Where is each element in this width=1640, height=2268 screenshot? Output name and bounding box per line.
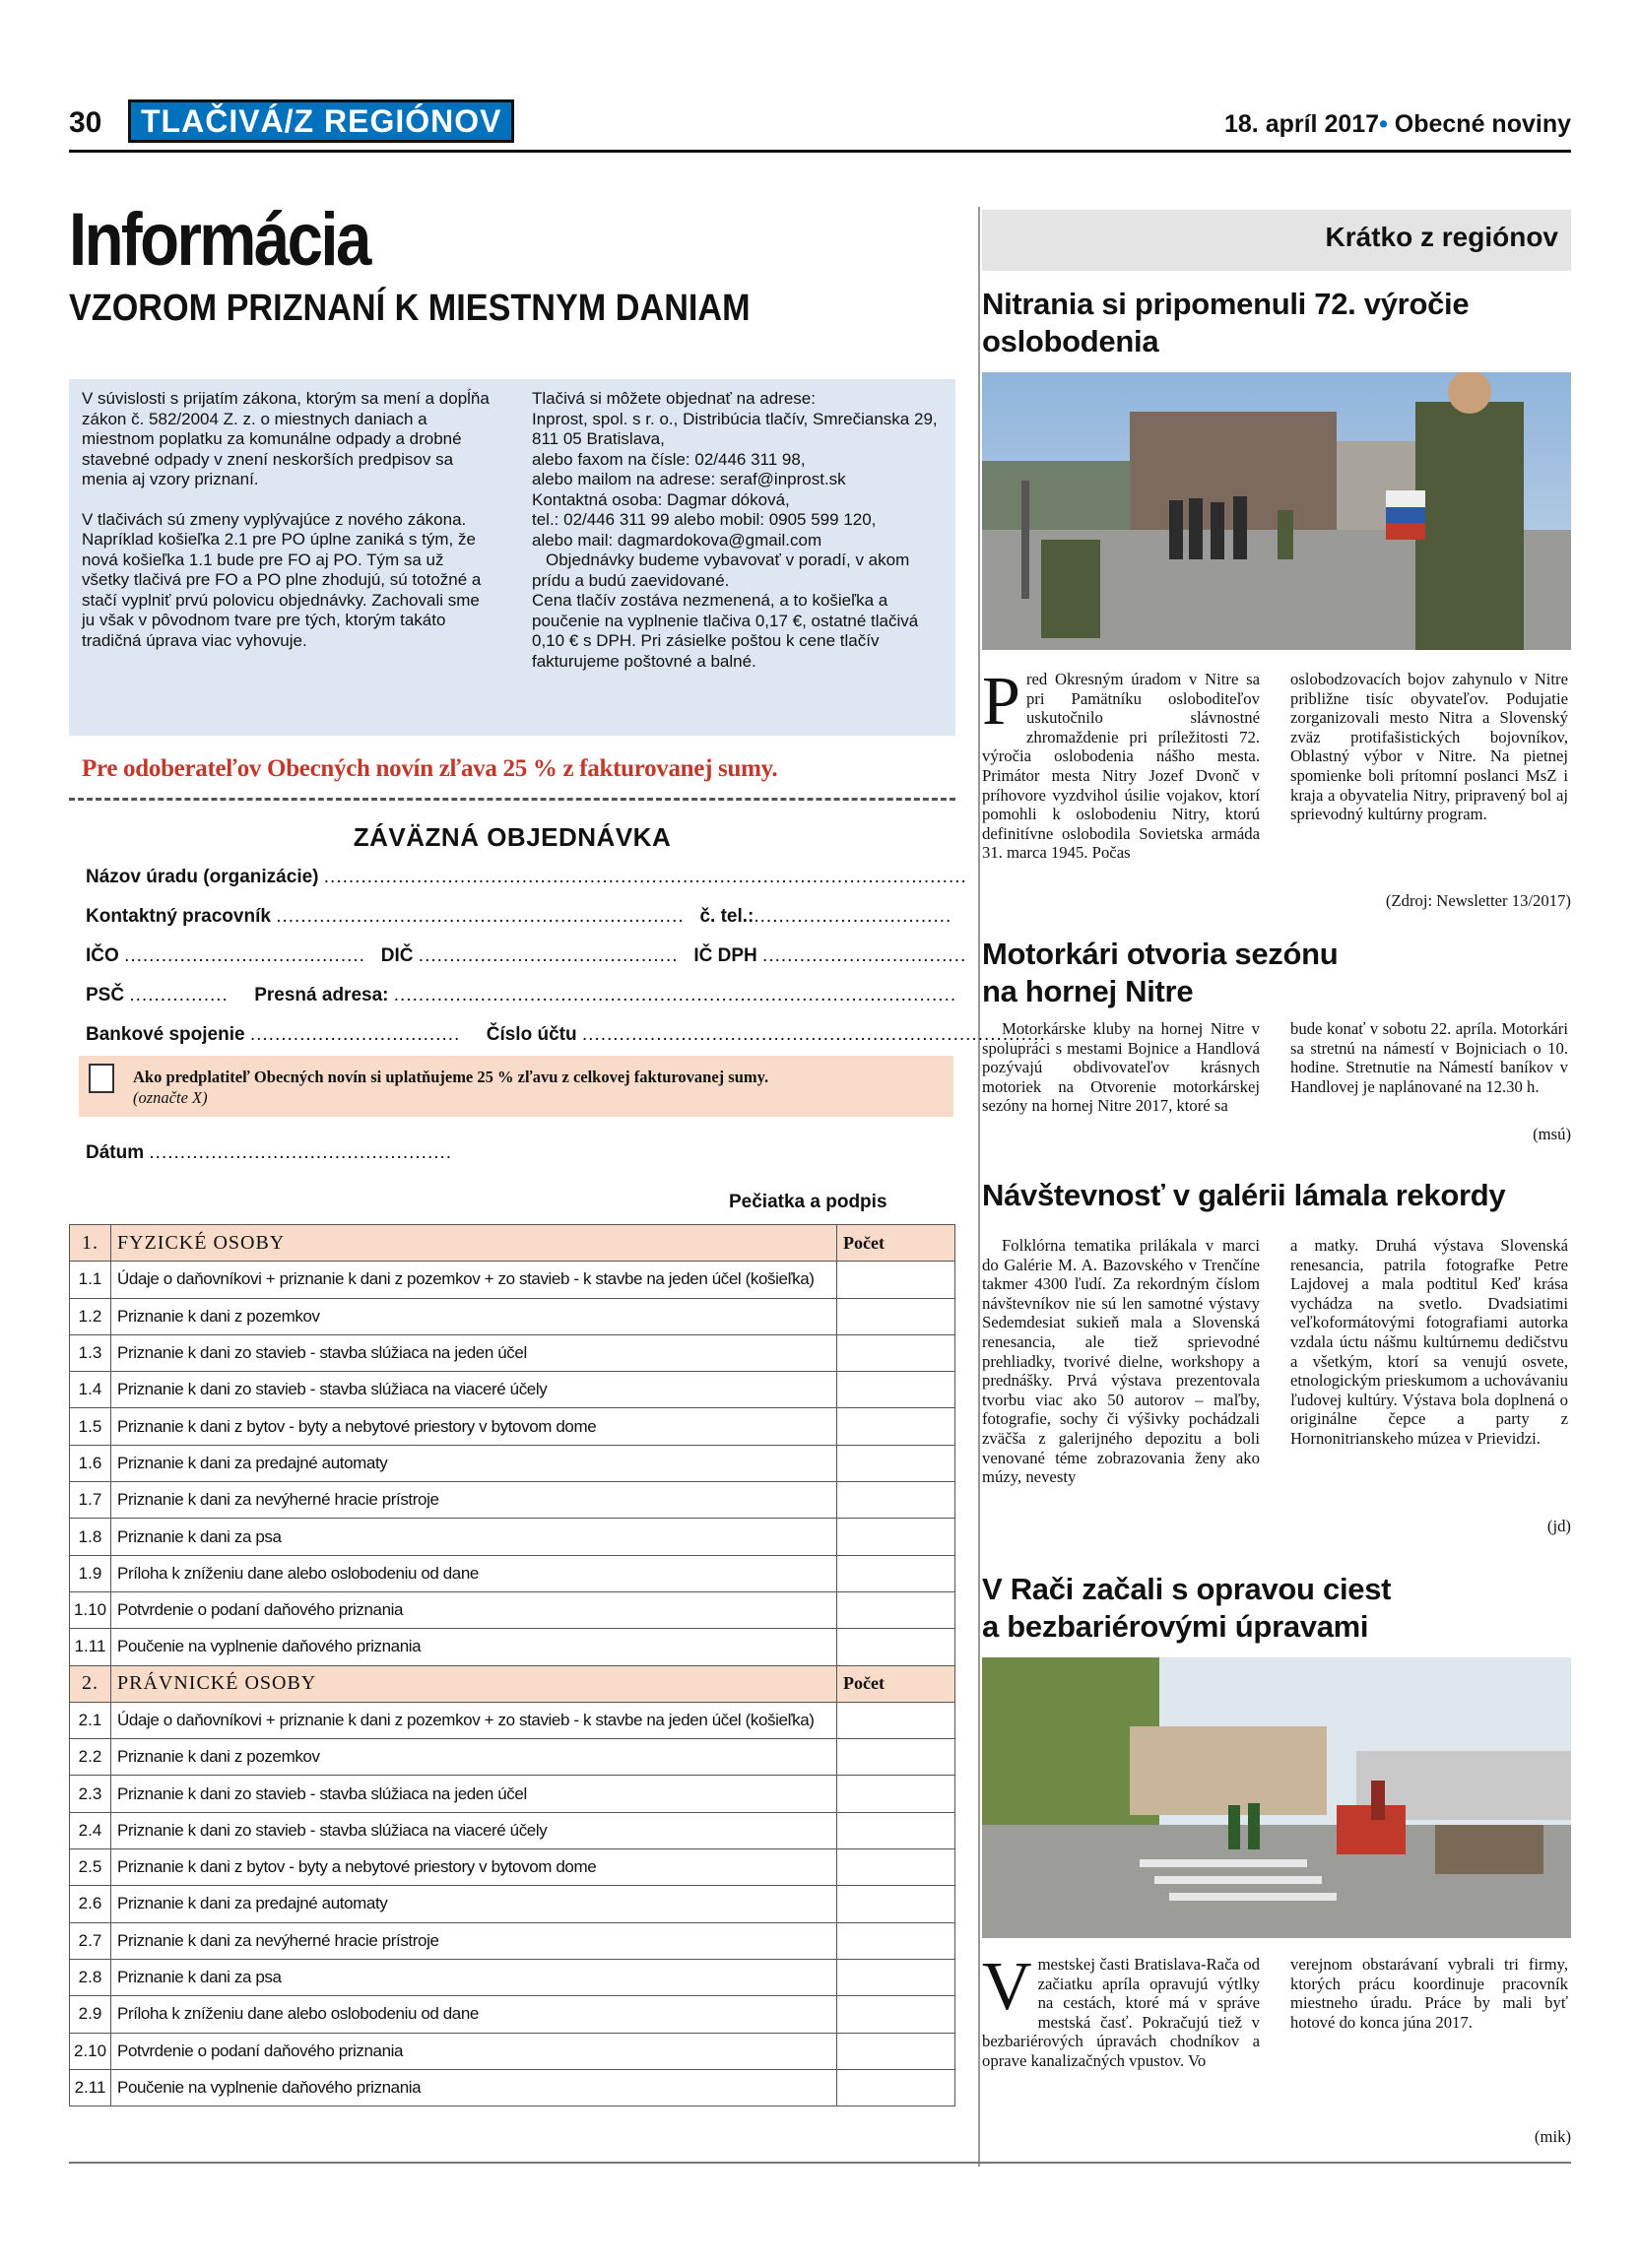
table-row [70,1702,955,1738]
story4-col2: verejnom obstarávaní vybrali tri firmy, ktorých prácu koordinuje pracovník miestneho úradu. Práce by mali byť hotové do konca júna 2017. [1290,1955,1568,2032]
form-name: Priznanie k dani zo stavieb - stavba slúžiaca na jeden účel [111,1334,837,1371]
account-label: Číslo účtu [486,1024,577,1045]
form-name: Príloha k zníženiu dane alebo oslobodeniu od dane [111,1555,837,1591]
story4-photo [982,1657,1571,1938]
table-section-header [70,1665,955,1702]
count-input-cell[interactable] [837,1886,955,1922]
header-rule [69,150,1571,153]
form-name: Poučenie na vyplnenie daňového priznania [111,1629,837,1665]
table-row [70,1372,955,1408]
bank-field[interactable] [86,1024,1046,1046]
form-id: 1.8 [70,1519,111,1555]
ico-label: IČO [86,945,119,966]
contact-email: alebo mail: dagmardokova@gmail.com [532,530,822,550]
count-input-cell[interactable] [837,1776,955,1812]
address-field[interactable] [86,985,956,1006]
count-input-cell[interactable] [837,1629,955,1665]
form-id: 1.4 [70,1372,111,1408]
psc-dots: ................ [129,985,229,1005]
article-subtitle: VZOROM PRIZNANÍ K MIESTNYM DANIAM [69,288,751,329]
phone-label: č. tel.: [699,906,754,927]
account-dots: ........................................................................... [581,1024,1046,1045]
count-input-cell[interactable] [837,1996,955,2033]
price-info: Cena tlačív zostáva nezmenená, a to košieľka a poučenie na vyplnenie tlačiva 0,17 €, ostatné tlačivá 0,10 € s DPH. Pri zásielke poštou k cene tlačív fakturujeme poštovné a balné. [532,591,919,671]
table-row [70,1629,955,1665]
section-title: FYZICKÉ OSOBY [111,1225,837,1262]
story2-headline-line2: na hornej Nitre [982,974,1194,1008]
table-row [70,1591,955,1628]
checkbox-hint: (označte X) [133,1088,208,1107]
count-header: Počet [837,1665,955,1702]
form-id: 2.6 [70,1886,111,1922]
cut-line [69,798,955,801]
count-input-cell[interactable] [837,1591,955,1628]
story4-headline-line2: a bezbariérovými úpravami [982,1609,1369,1644]
count-header: Počet [837,1225,955,1262]
story2-col1: Motorkárske kluby na hornej Nitre v spolupráci s mestami Bojnice a Handlová pozývajú obdivovateľov krásnych motoriek na Otvorenie motorkárskej sezóny na hornej Nitre 2017, ktoré sa [982,1019,1260,1116]
phone-dots: ................................ [754,906,952,927]
table-row [70,1776,955,1812]
form-name: Poučenie na vyplnenie daňového priznania [111,2069,837,2106]
count-input-cell[interactable] [837,1334,955,1371]
form-id: 2.7 [70,1922,111,1959]
contact-dots: .................................................................. [276,906,685,927]
story2-col2: bude konať v sobotu 22. apríla. Motorkári sa stretnú na námestí v Bojniciach o 10. hodine. Stretnutie na Námestí baníkov v Handlovej je naplánované na 12.30 h. [1290,1019,1568,1096]
order-email: alebo mailom na adrese: seraf@inprost.sk [532,470,846,488]
order-address: Inprost, spol. s r. o., Distribúcia tlačív, Smrečianska 29, 811 05 Bratislava, [532,409,938,448]
form-id: 1.3 [70,1334,111,1371]
form-name: Priznanie k dani za nevýherné hracie prístroje [111,1482,837,1519]
dic-dots: .......................................... [418,945,679,966]
form-id: 1.7 [70,1482,111,1519]
form-id: 2.10 [70,2033,111,2069]
form-name: Priznanie k dani zo stavieb - stavba slúžiaca na jeden účel [111,1776,837,1812]
ico-dots: ....................................... [124,945,365,966]
form-name: Priznanie k dani z bytov - byty a nebytové priestory v bytovom dome [111,1849,837,1886]
address-label: Presná adresa: [254,985,389,1005]
count-input-cell[interactable] [837,1298,955,1334]
form-id: 1.6 [70,1445,111,1481]
story2-headline-line1: Motorkári otvoria sezónu [982,937,1339,971]
organization-dots: ........................................................................................................ [323,867,967,887]
forms-order-table [69,1224,955,2106]
form-name: Príloha k zníženiu dane alebo oslobodeniu od dane [111,1996,837,2033]
story4-dropcap: V [982,1949,1032,2025]
form-id: 1.1 [70,1262,111,1298]
info-right-column [532,389,946,672]
info-left-column [82,389,495,671]
story2-headline [982,936,1338,1010]
count-input-cell[interactable] [837,1519,955,1555]
contact-label: Kontaktný pracovník [86,906,271,927]
discount-note: Pre odoberateľov Obecných novín zľava 25 % z fakturovanej sumy. [82,755,778,782]
story3-col2: a matky. Druhá výstava Slovenská renesancia, patrila fotografke Petre Lajdovej a mala podtitul Keď krása vychádza na svetlo. Dvadsiatimi veľkoformátovými fotografiami autorka vzdala úctu nášmu kultúrnemu dedičstvu a všetkým, ktorí sa venujú osvete, etnologickým prieskumom a uchovávaniu ľudovej kultúry. Výstava bola doplnená o originálne čepce a party z Hornonitrianskeho múzea v Prievidzi. [1290,1236,1568,1448]
icdph-dots: ................................. [762,945,967,966]
table-row [70,1996,955,2033]
form-id: 1.5 [70,1408,111,1445]
story1-photo [982,372,1571,650]
form-name: Priznanie k dani z pozemkov [111,1298,837,1334]
count-input-cell[interactable] [837,1482,955,1519]
separator-dot: • [1379,110,1388,138]
count-input-cell[interactable] [837,1555,955,1591]
form-id: 2.5 [70,1849,111,1886]
count-input-cell[interactable] [837,2069,955,2106]
info-paragraph: V súvislosti s prijatím zákona, ktorým sa mení a dopĺňa zákon č. 582/2004 Z. z. o miestnych daniach a miestnom poplatku za komunálne odpady a drobné stavebné odpady v znení neskorších predpisov sa menia aj vzory priznaní. [82,389,490,488]
count-input-cell[interactable] [837,2033,955,2069]
story1-text1: red Okresným úradom v Nitre sa pri Pamätníku osloboditeľov uskutočnilo slávnostné zhromaždenie pri príležitosti 72. výročia oslobodenia nášho mesta. Primátor mesta Nitry Jozef Dvonč v príhovore vyzdvihol úsilie vojakov, ktorí pomohli k oslobodeniu Nitry, ktorú definitívne oslobodila Sovietska armáda 31. marca 1945. Počas [982,670,1260,863]
order-form-title: ZÁVÄZNÁ OBJEDNÁVKA [353,822,672,852]
form-name: Potvrdenie o podaní daňového priznania [111,1591,837,1628]
form-id: 1.9 [70,1555,111,1591]
icdph-label: IČ DPH [693,945,757,966]
form-id: 2.1 [70,1702,111,1738]
order-address-intro: Tlačivá si môžete objednať na adrese: [532,389,816,408]
form-name: Priznanie k dani z bytov - byty a nebytové priestory v bytovom dome [111,1408,837,1445]
bank-dots: .................................. [249,1024,461,1045]
article-title: Informácia [69,198,369,282]
table-row [70,1334,955,1371]
table-row [70,1922,955,1959]
table-row [70,1555,955,1591]
organization-label: Názov úradu (organizácie) [86,867,319,887]
story1-col2 [1290,670,1568,824]
story1-text2: oslobodzovacích bojov zahynulo v Nitre približne tisíc obyvateľov. Podujatie zorganizovali mesto Nitra a Slovenský zväz protifašistických bojovníkov, Oblastný výbor v Nitre. Na pietnej spomienke boli prítomní poslanci MsZ i kraja a obyvatelia Nitry, pripravený bol aj sprievodný kultúrny program. [1290,670,1568,824]
form-name: Potvrdenie o podaní daňového priznania [111,2033,837,2069]
count-input-cell[interactable] [837,1739,955,1776]
story4-headline-line1: V Rači začali s opravou ciest [982,1572,1392,1606]
order-fax: alebo faxom na čísle: 02/446 311 98, [532,449,806,469]
count-input-cell[interactable] [837,1408,955,1445]
story3-source: (jd) [1546,1517,1571,1535]
regions-box-title: Krátko z regiónov [1325,222,1558,252]
dic-label: DIČ [380,945,414,966]
count-input-cell[interactable] [837,1445,955,1481]
count-input-cell[interactable] [837,1849,955,1886]
form-id: 2.4 [70,1812,111,1848]
story1-source: (Zdroj: Newsletter 13/2017) [1385,891,1571,910]
date-label: Dátum [86,1142,145,1163]
paper-name: Obecné noviny [1394,110,1571,138]
table-row [70,2069,955,2106]
story3-col1: Folklórna tematika prilákala v marci do Galérie M. A. Bazovského v Trenčíne takmer 4300 ľudí. Za rekordným číslom návštevníkov nie sú len samotné výstavy Sedemdesiat sukieň mala a Slovenská renesancia, ale tiež sprievodné prehliadky, tvorivé dielne, workshopy a prednášky. Prvá výstava prezentovala tvorbu viac ako 50 autorov – maľby, fotografie, sochy či výšivky pochádzali zväčša z galerijného depozitu a boli venované téme zobrazovania ženy ako múzy, nevesty [982,1236,1260,1487]
section-label: TLAČIVÁ/Z REGIÓNOV [128,99,514,143]
story1-col1 [982,664,1260,863]
contact-person: Kontaktná osoba: Dagmar dóková, [532,489,790,509]
story4-text1: mestskej časti Bratislava-Rača od začiatku apríla opravujú výtlky na cestách, ktoré má v správe mestská časť. Pokračujú tiež v bezbariérových úpravách chodníkov a oprave kanalizačných vpustov. Vo [982,1955,1260,2070]
form-name: Údaje o daňovníkovi + priznanie k dani z pozemkov + zo stavieb - k stavbe na jeden účel (košieľka) [111,1702,837,1738]
story3-headline: Návštevnosť v galérii lámala rekordy [982,1178,1506,1212]
table-row [70,1886,955,1922]
form-id: 2.2 [70,1739,111,1776]
section-title: PRÁVNICKÉ OSOBY [111,1665,837,1702]
table-row [70,1959,955,1995]
road-repair-photo-image [982,1657,1571,1938]
table-row [70,1519,955,1555]
form-id: 1.2 [70,1298,111,1334]
form-id: 2.3 [70,1776,111,1812]
table-row [70,1262,955,1298]
table-row [70,1298,955,1334]
address-dots: ........................................................................................... [393,985,957,1005]
bank-label: Bankové spojenie [86,1024,245,1045]
form-name: Priznanie k dani za nevýherné hracie prístroje [111,1922,837,1959]
section-number: 1. [70,1225,111,1262]
count-input-cell[interactable] [837,1959,955,1995]
stamp-signature-label: Pečiatka a podpis [729,1192,887,1212]
count-input-cell[interactable] [837,1812,955,1848]
footer-rule [69,2162,1571,2164]
page-number: 30 [69,106,102,139]
form-name: Priznanie k dani za predajné automaty [111,1886,837,1922]
form-name: Priznanie k dani za psa [111,1519,837,1555]
contact-phone: tel.: 02/446 311 99 alebo mobil: 0905 599 120, [532,510,877,529]
form-name: Priznanie k dani zo stavieb - stavba slúžiaca na viaceré účely [111,1812,837,1848]
count-input-cell[interactable] [837,1262,955,1298]
table-row [70,1408,955,1445]
column-rule [978,207,980,2167]
table-row [70,1445,955,1481]
count-input-cell[interactable] [837,1372,955,1408]
form-id: 1.11 [70,1629,111,1665]
form-id: 2.8 [70,1959,111,1995]
story4-headline [982,1571,1391,1646]
form-id: 2.9 [70,1996,111,2033]
order-processing: Objednávky budeme vybavovať v poradí, v akom prídu a budú zaevidované. [532,551,910,590]
info-paragraph: V tlačivách sú zmeny vyplývajúce z nového zákona. Napríklad košieľka 2.1 pre PO úplne zaniká s tým, že nová košieľka 1.1 bude pre FO aj PO. Tým sa už všetky tlačivá pre FO a PO plne zhodujú, sú totožné a stačí vyplniť prvú polovicu objednávky. Zachovali sme ju však v pôvodnom tvare pre tých, ktorým takáto tradičná úprava viac vyhovuje. [82,509,482,650]
checkbox-text: Ako predplatiteľ Obecných novín si uplatňujeme 25 % zľavu z celkovej fakturovanej sumy. [133,1068,769,1086]
table-section-header [70,1225,955,1262]
story2-source: (msú) [1533,1125,1571,1143]
form-id: 2.11 [70,2069,111,2106]
section-number: 2. [70,1665,111,1702]
date-text: 18. apríl 2017 [1224,110,1380,138]
subscriber-checkbox-label [133,1067,941,1108]
table-row [70,1849,955,1886]
count-input-cell[interactable] [837,1922,955,1959]
contact-field[interactable] [86,906,951,928]
form-name: Priznanie k dani z pozemkov [111,1739,837,1776]
psc-label: PSČ [86,985,125,1005]
story4-source: (mik) [1534,2127,1571,2146]
issue-date [1224,110,1571,139]
subscriber-checkbox[interactable] [89,1064,114,1093]
date-field[interactable] [86,1142,452,1164]
table-row [70,1812,955,1848]
form-name: Priznanie k dani za psa [111,1959,837,1995]
table-row [70,1739,955,1776]
tax-ids-field[interactable] [86,945,966,967]
story1-headline: Nitrania si pripomenuli 72. výročie oslobodenia [982,287,1470,358]
date-dots: ................................................. [149,1142,453,1163]
story4-col1 [982,1949,1260,2071]
form-name: Priznanie k dani zo stavieb - stavba slúžiaca na viaceré účely [111,1372,837,1408]
ceremony-photo-image [982,372,1571,650]
form-name: Priznanie k dani za predajné automaty [111,1445,837,1481]
organization-field[interactable] [86,867,967,888]
table-row [70,2033,955,2069]
story1-dropcap: P [982,664,1020,740]
table-row [70,1482,955,1519]
form-name: Údaje o daňovníkovi + priznanie k dani z pozemkov + zo stavieb - k stavbe na jeden účel (košieľka) [111,1262,837,1298]
form-id: 1.10 [70,1591,111,1628]
count-input-cell[interactable] [837,1702,955,1738]
